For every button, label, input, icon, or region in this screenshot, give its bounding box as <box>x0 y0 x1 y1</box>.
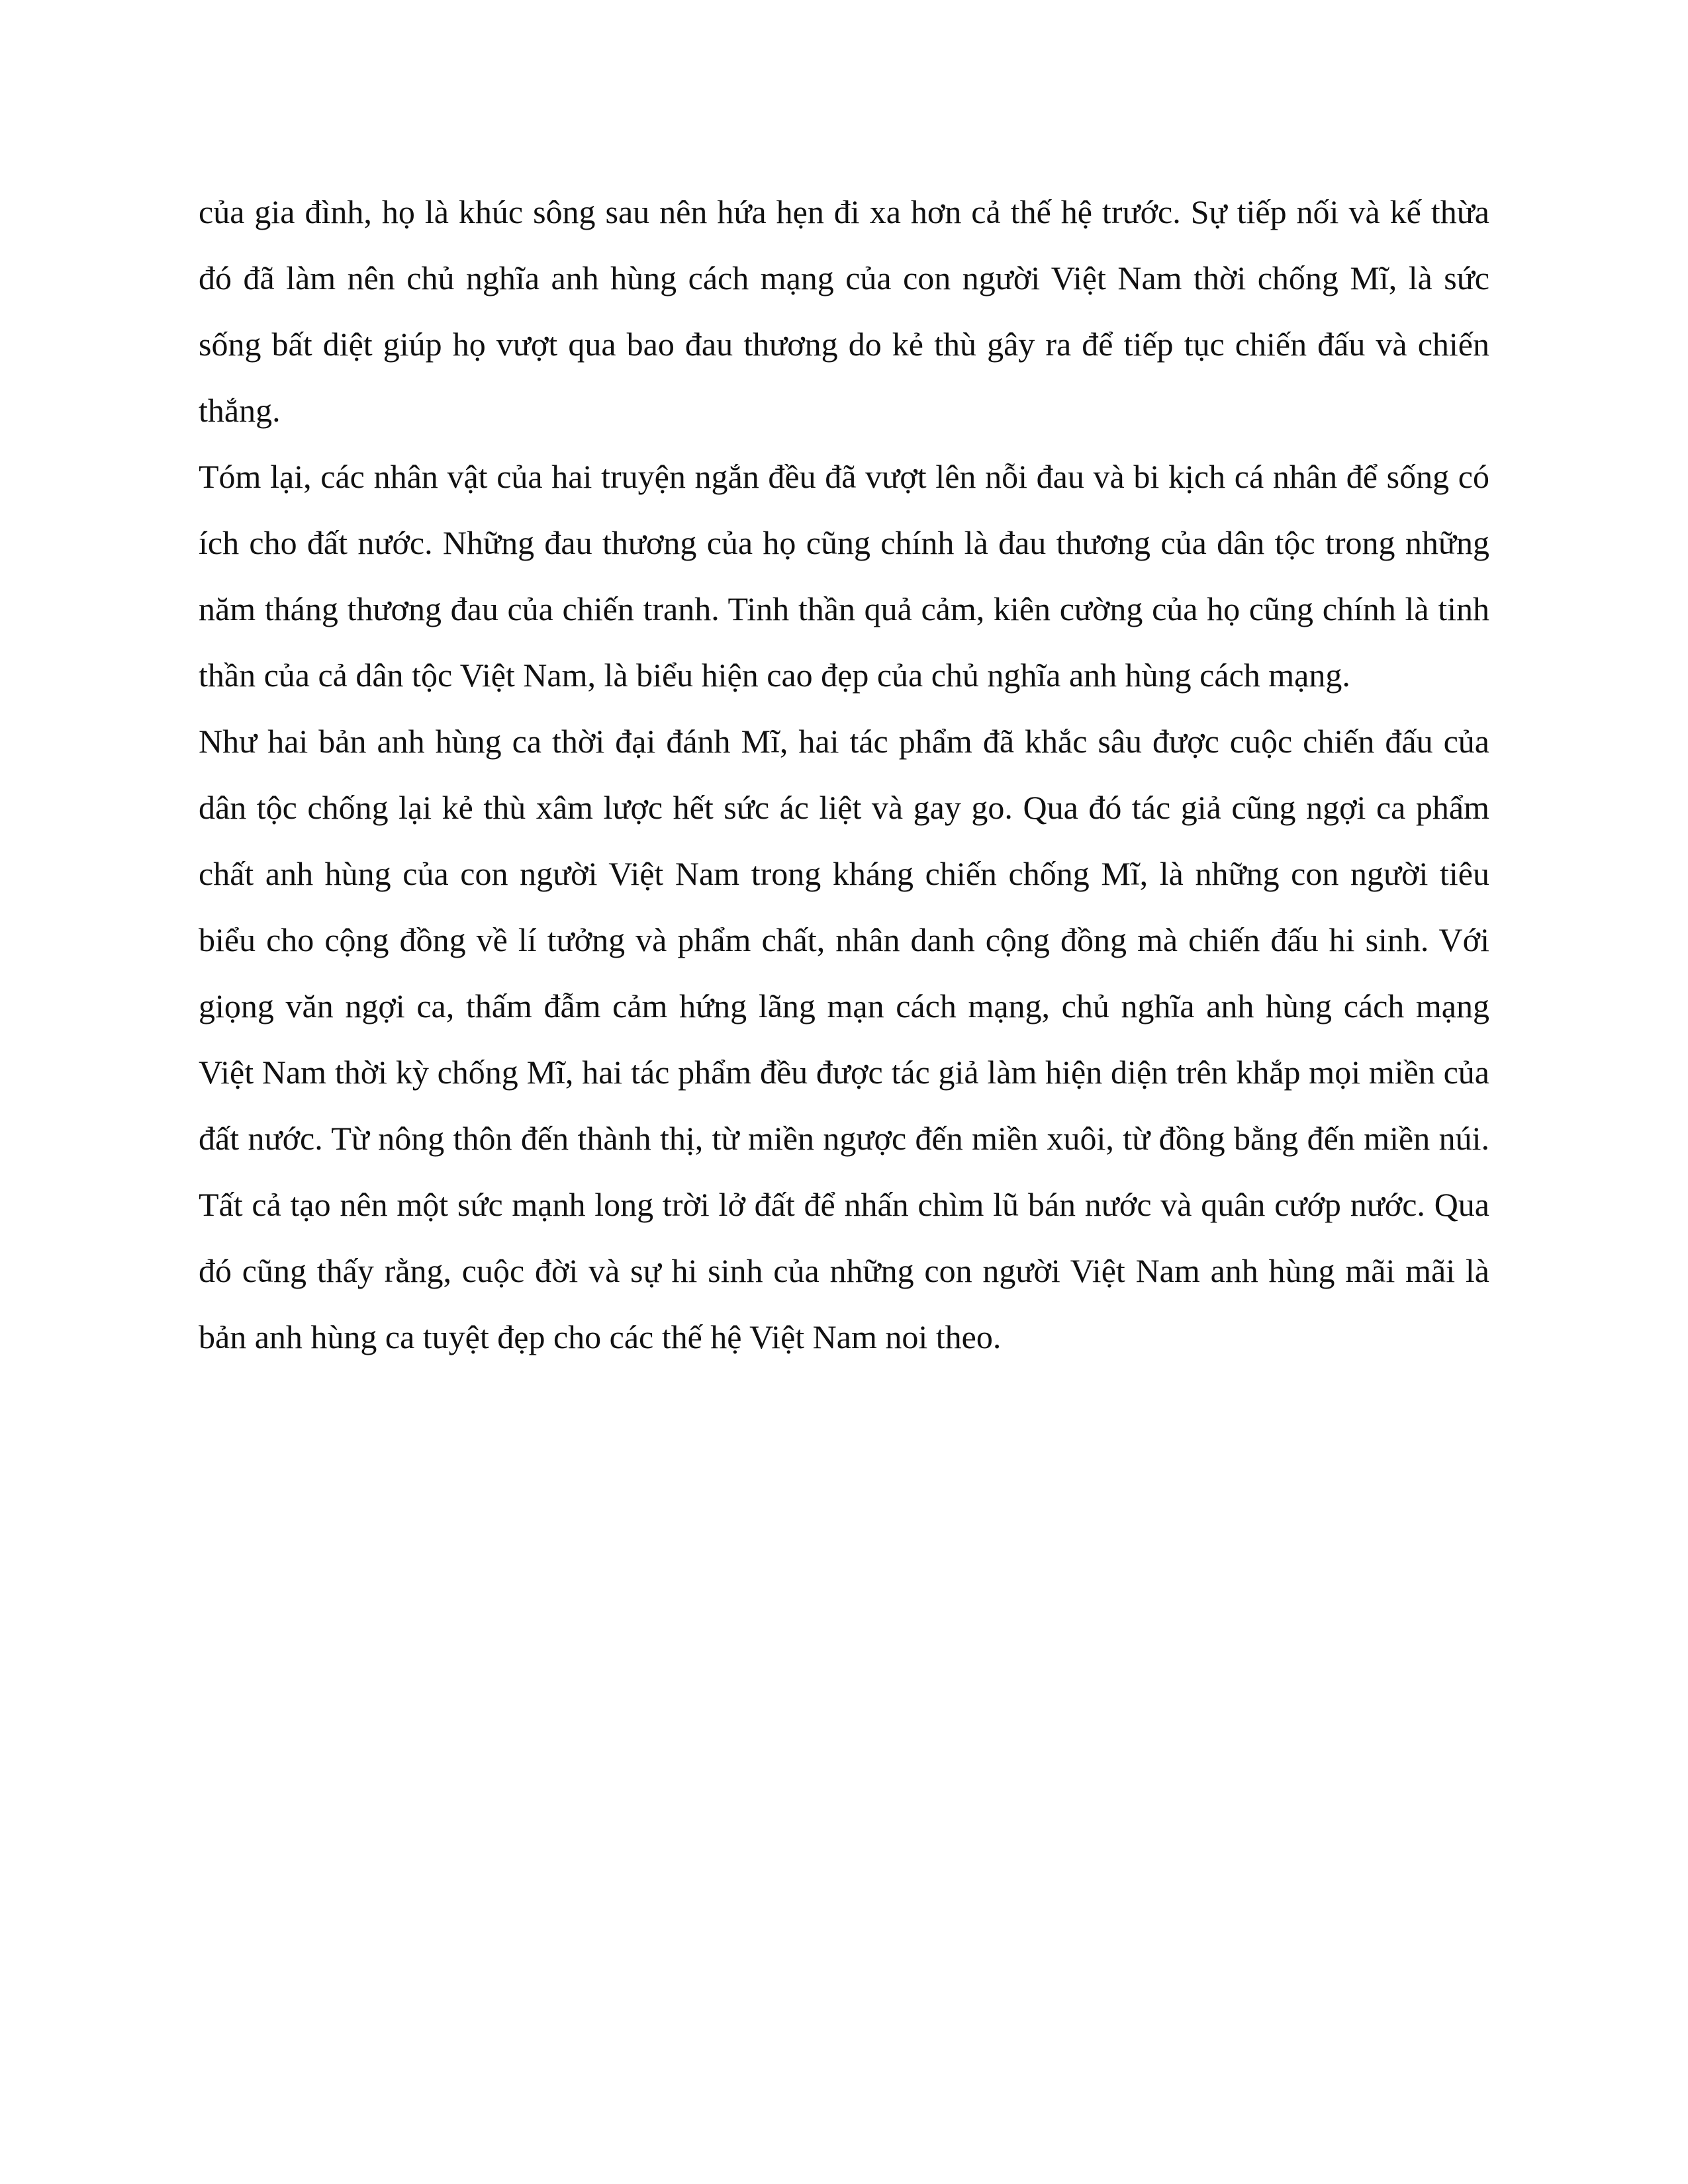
document-body <box>199 179 1489 1370</box>
paragraph-summary: Tóm lại, các nhân vật của hai truyện ngắn đều đã vượt lên nỗi đau và bi kịch cá nhân để sống có ích cho đất nước. Những đau thương của họ cũng chính là đau thương của dân tộc trong những năm tháng thương đau của chiến tranh. Tinh thần quả cảm, kiên cường của họ cũng chính là tinh thần của cả dân tộc Việt Nam, là biểu hiện cao đẹp của chủ nghĩa anh hùng cách mạng. <box>199 458 1489 694</box>
paragraph-conclusion: Như hai bản anh hùng ca thời đại đánh Mĩ, hai tác phẩm đã khắc sâu được cuộc chiến đấu của dân tộc chống lại kẻ thù xâm lược hết sức ác liệt và gay go. Qua đó tác giả cũng ngợi ca phẩm chất anh hùng của con người Việt Nam trong kháng chiến chống Mĩ, là những con người tiêu biểu cho cộng đồng về lí tưởng và phẩm chất, nhân danh cộng đồng mà chiến đấu hi sinh. Với giọng văn ngợi ca, thấm đẫm cảm hứng lãng mạn cách mạng, chủ nghĩa anh hùng cách mạng Việt Nam thời kỳ chống Mĩ, hai tác phẩm đều được tác giả làm hiện diện trên khắp mọi miền của đất nước. Từ nông thôn đến thành thị, từ miền ngược đến miền xuôi, từ đồng bằng đến miền núi. Tất cả tạo nên một sức mạnh long trời lở đất để nhấn chìm lũ bán nước và quân cướp nước. Qua đó cũng thấy rằng, cuộc đời và sự hi sinh của những con người Việt Nam anh hùng mãi mãi là bản anh hùng ca tuyệt đẹp cho các thế hệ Việt Nam noi theo. <box>199 723 1489 1355</box>
paragraph-continuation: của gia đình, họ là khúc sông sau nên hứa hẹn đi xa hơn cả thế hệ trước. Sự tiếp nối và kế thừa đó đã làm nên chủ nghĩa anh hùng cách mạng của con người Việt Nam thời chống Mĩ, là sức sống bất diệt giúp họ vượt qua bao đau thương do kẻ thù gây ra để tiếp tục chiến đấu và chiến thắng. <box>199 193 1489 429</box>
